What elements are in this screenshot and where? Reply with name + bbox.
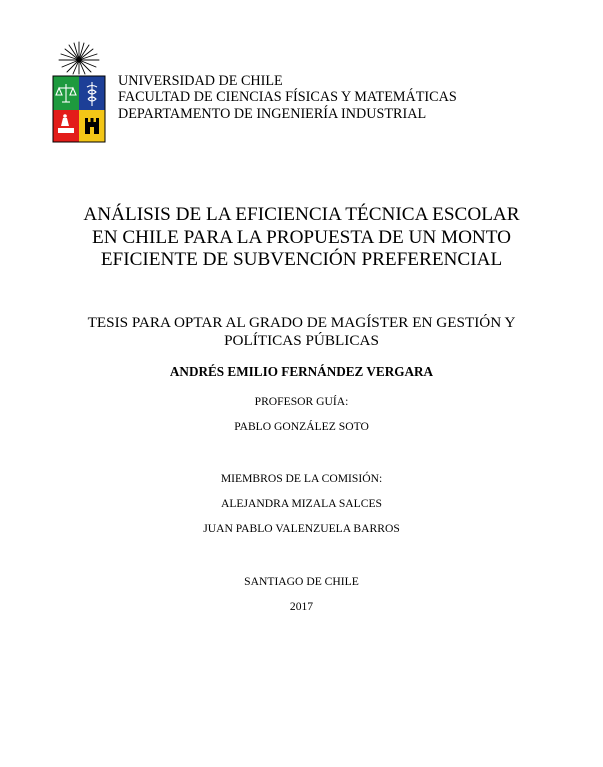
- year: 2017: [289, 600, 314, 613]
- place: SANTIAGO DE CHILE: [244, 575, 359, 588]
- department-name: DEPARTAMENTO DE INGENIERÍA INDUSTRIAL: [118, 105, 427, 122]
- degree-statement-line: POLÍTICAS PÚBLICAS: [224, 331, 379, 349]
- advisor-name: PABLO GONZÁLEZ SOTO: [234, 420, 369, 433]
- university-logo-icon: [51, 40, 107, 144]
- committee-label: MIEMBROS DE LA COMISIÓN:: [220, 472, 383, 485]
- institution-header: [118, 73, 457, 122]
- degree-statement: [0, 314, 603, 349]
- shield-icon: [53, 76, 105, 142]
- committee-member: ALEJANDRA MIZALA SALCES: [220, 497, 383, 510]
- advisor-label: PROFESOR GUÍA:: [254, 395, 349, 408]
- thesis-title-line: EN CHILE PARA LA PROPUESTA DE UN MONTO: [91, 226, 512, 248]
- thesis-title: [0, 204, 603, 272]
- author-name: ANDRÉS EMILIO FERNÁNDEZ VERGARA: [169, 364, 434, 379]
- thesis-title-line: EFICIENTE DE SUBVENCIÓN PREFERENCIAL: [100, 249, 503, 271]
- thesis-title-line: ANÁLISIS DE LA EFICIENCIA TÉCNICA ESCOLAR: [83, 204, 520, 225]
- faculty-name: FACULTAD DE CIENCIAS FÍSICAS Y MATEMÁTICAS: [118, 89, 457, 106]
- committee-member: JUAN PABLO VALENZUELA BARROS: [203, 522, 400, 535]
- university-name: UNIVERSIDAD DE CHILE: [118, 73, 283, 89]
- degree-statement-line: TESIS PARA OPTAR AL GRADO DE MAGÍSTER EN GESTIÓN Y: [87, 314, 516, 331]
